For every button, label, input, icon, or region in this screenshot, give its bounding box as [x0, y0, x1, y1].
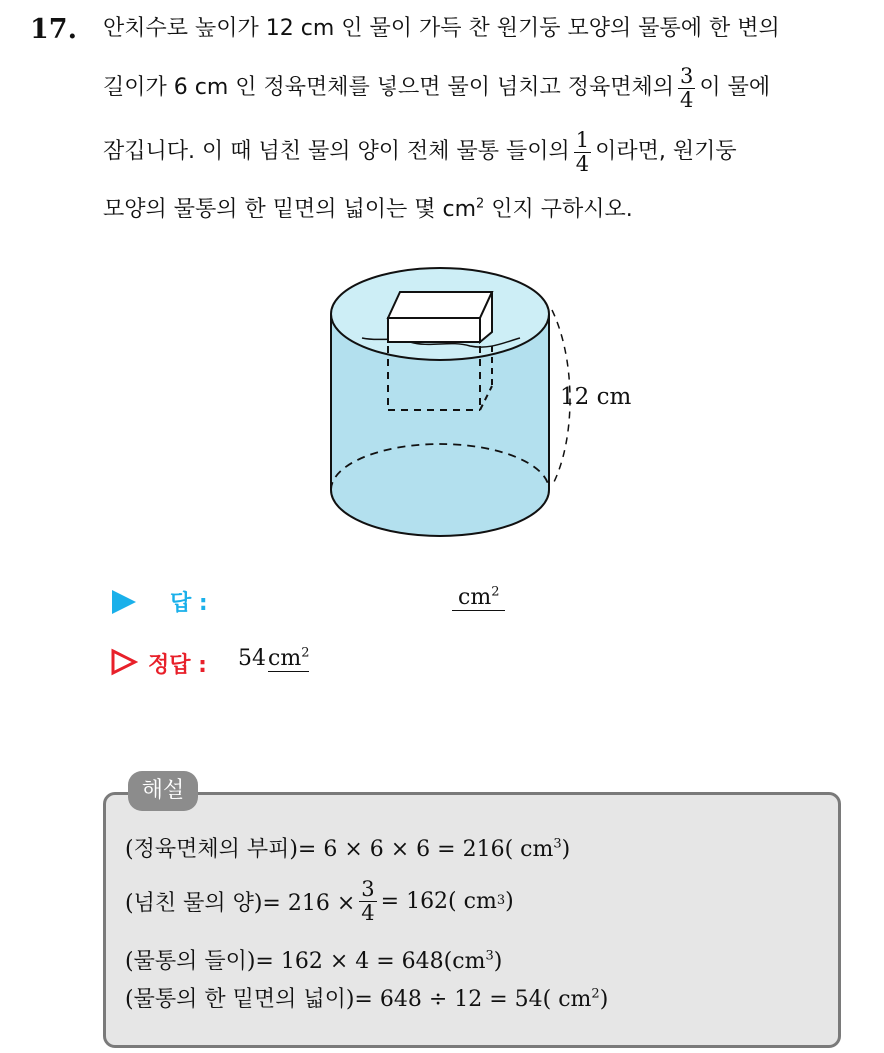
question-line-4	[103, 195, 633, 225]
paren: )	[505, 888, 514, 914]
question-line-4-end: 인지 구하시오.	[484, 197, 633, 222]
question-line-2	[103, 60, 770, 116]
play-arrow-icon	[110, 588, 138, 616]
question-line-3	[103, 124, 737, 180]
solution-line-2: (넘친 물의 양)= 216 × $\frac{3}{4}$ = 162( cm 3 )	[125, 876, 514, 925]
solution-line-3-text: (물통의 들이)= 162 × 4 = 648(cm	[125, 949, 486, 974]
question-line-2-text: 길이가 6 cm 인 정육면체를 넣으면 물이 넘치고 정육면체의	[103, 75, 675, 100]
height-label: 12 cm	[560, 384, 632, 410]
question-line-3-end: 이라면, 원기둥	[595, 139, 737, 164]
superscript: 3	[485, 948, 494, 964]
question-number: 17.	[30, 14, 77, 45]
paren: )	[599, 987, 609, 1012]
solution-line-4-text: (물통의 한 밑면의 넓이)= 648 ÷ 12 = 54( cm	[125, 987, 592, 1012]
fraction-numerator: 3	[361, 876, 375, 901]
solution-tab: 해설	[128, 771, 198, 811]
fraction-denominator: 4	[575, 151, 590, 176]
fraction-numerator: 3	[680, 63, 694, 88]
fraction-denominator: 4	[361, 900, 375, 925]
question-line-3-text: 잠깁니다. 이 때 넘친 물의 양이 전체 물통 들이의	[103, 139, 570, 164]
correct-unit: cm	[268, 646, 302, 671]
question-line-2-end: 이 물에	[699, 75, 771, 100]
solution-line-4	[125, 982, 608, 1013]
fraction-three-quarters	[678, 65, 695, 112]
solution-line-2-text: (넘친 물의 양)= 216 ×	[125, 890, 356, 916]
superscript: 3	[553, 836, 562, 852]
answer-input[interactable]	[452, 585, 505, 611]
paren: )	[561, 837, 571, 862]
fraction-numerator: 1	[575, 127, 590, 152]
superscript: 2	[591, 986, 600, 1002]
solution-line-1-text: (정육면체의 부피)= 6 × 6 × 6 = 216( cm	[125, 837, 554, 862]
correct-number: 54	[238, 646, 266, 671]
correct-label: 정답 :	[148, 653, 207, 678]
question-line-4-text: 모양의 물통의 한 밑면의 넓이는 몇 cm	[103, 197, 477, 222]
answer-unit: cm	[458, 585, 492, 610]
question-line-1: 안치수로 높이가 12 cm 인 물이 가득 찬 원기둥 모양의 물통에 한 변의	[103, 16, 780, 41]
fraction-three-quarters	[359, 878, 376, 925]
paren: )	[493, 949, 503, 974]
answer-unit-sup: 2	[491, 584, 500, 600]
solution-line-1	[125, 832, 570, 863]
play-outline-icon	[110, 648, 138, 676]
superscript: 2	[476, 196, 485, 212]
solution-line-2-end: = 162( cm	[380, 888, 497, 914]
fraction-one-quarter	[574, 129, 591, 176]
answer-label: 답 :	[170, 591, 208, 616]
correct-unit-sup: 2	[301, 645, 310, 661]
fraction-denominator: 4	[680, 87, 694, 112]
solution-line-3	[125, 944, 502, 975]
correct-value	[238, 646, 309, 672]
